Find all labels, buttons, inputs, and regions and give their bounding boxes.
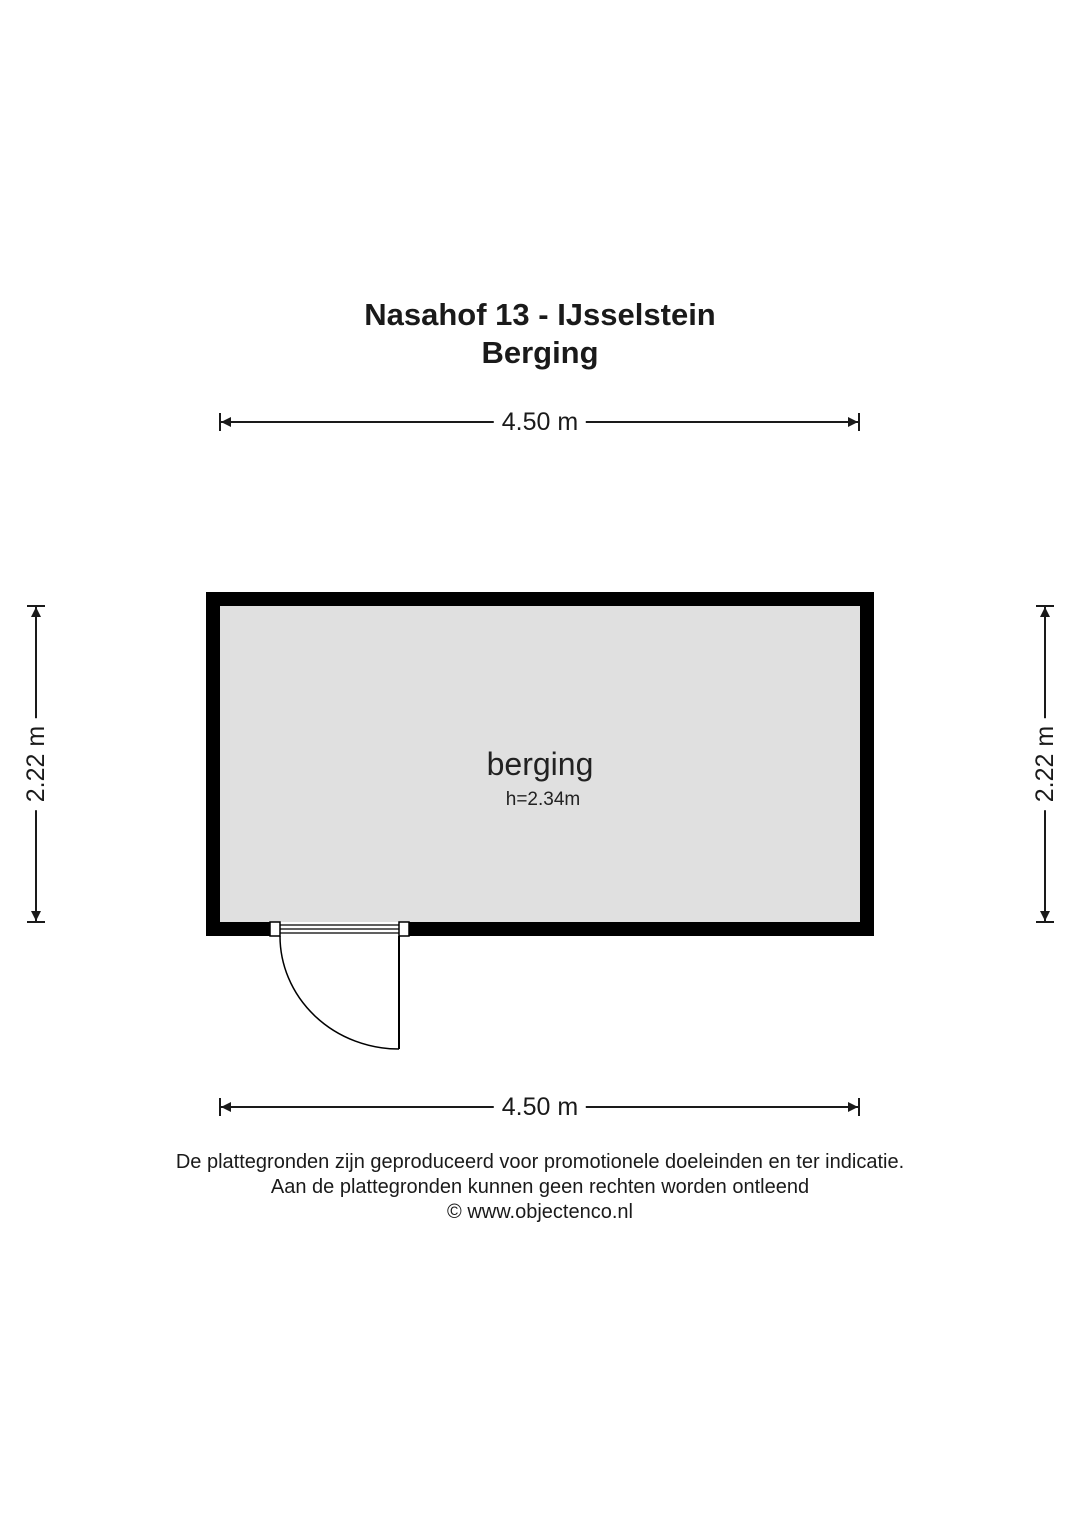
door-frame-right — [399, 922, 409, 936]
wall-left — [206, 592, 220, 936]
copyright-line: © www.objectenco.nl — [447, 1201, 633, 1223]
page-title: Nasahof 13 - IJsselstein — [364, 297, 716, 332]
dimension-label-left: 2.22 m — [21, 718, 51, 810]
door-swing-arc — [280, 936, 399, 1049]
door — [270, 922, 409, 1049]
room-label: berging — [486, 746, 594, 782]
wall-bottom-right — [409, 922, 874, 936]
wall-right — [860, 592, 874, 936]
disclaimer-line: Aan de plattegronden kunnen geen rechten worden ontleend — [270, 1176, 810, 1198]
dimension-label-top: 4.50 m — [494, 407, 586, 437]
disclaimer-line: De plattegronden zijn geproduceerd voor promotionele doeleinden en ter indicatie. — [175, 1151, 905, 1173]
page-subtitle: Berging — [481, 335, 599, 370]
door-frame-left — [270, 922, 280, 936]
dimension-label-bottom: 4.50 m — [494, 1092, 586, 1122]
wall-bottom-left — [206, 922, 270, 936]
wall-top — [206, 592, 874, 606]
dimension-label-right: 2.22 m — [1030, 718, 1060, 810]
room-height-label: h=2.34m — [505, 789, 581, 810]
